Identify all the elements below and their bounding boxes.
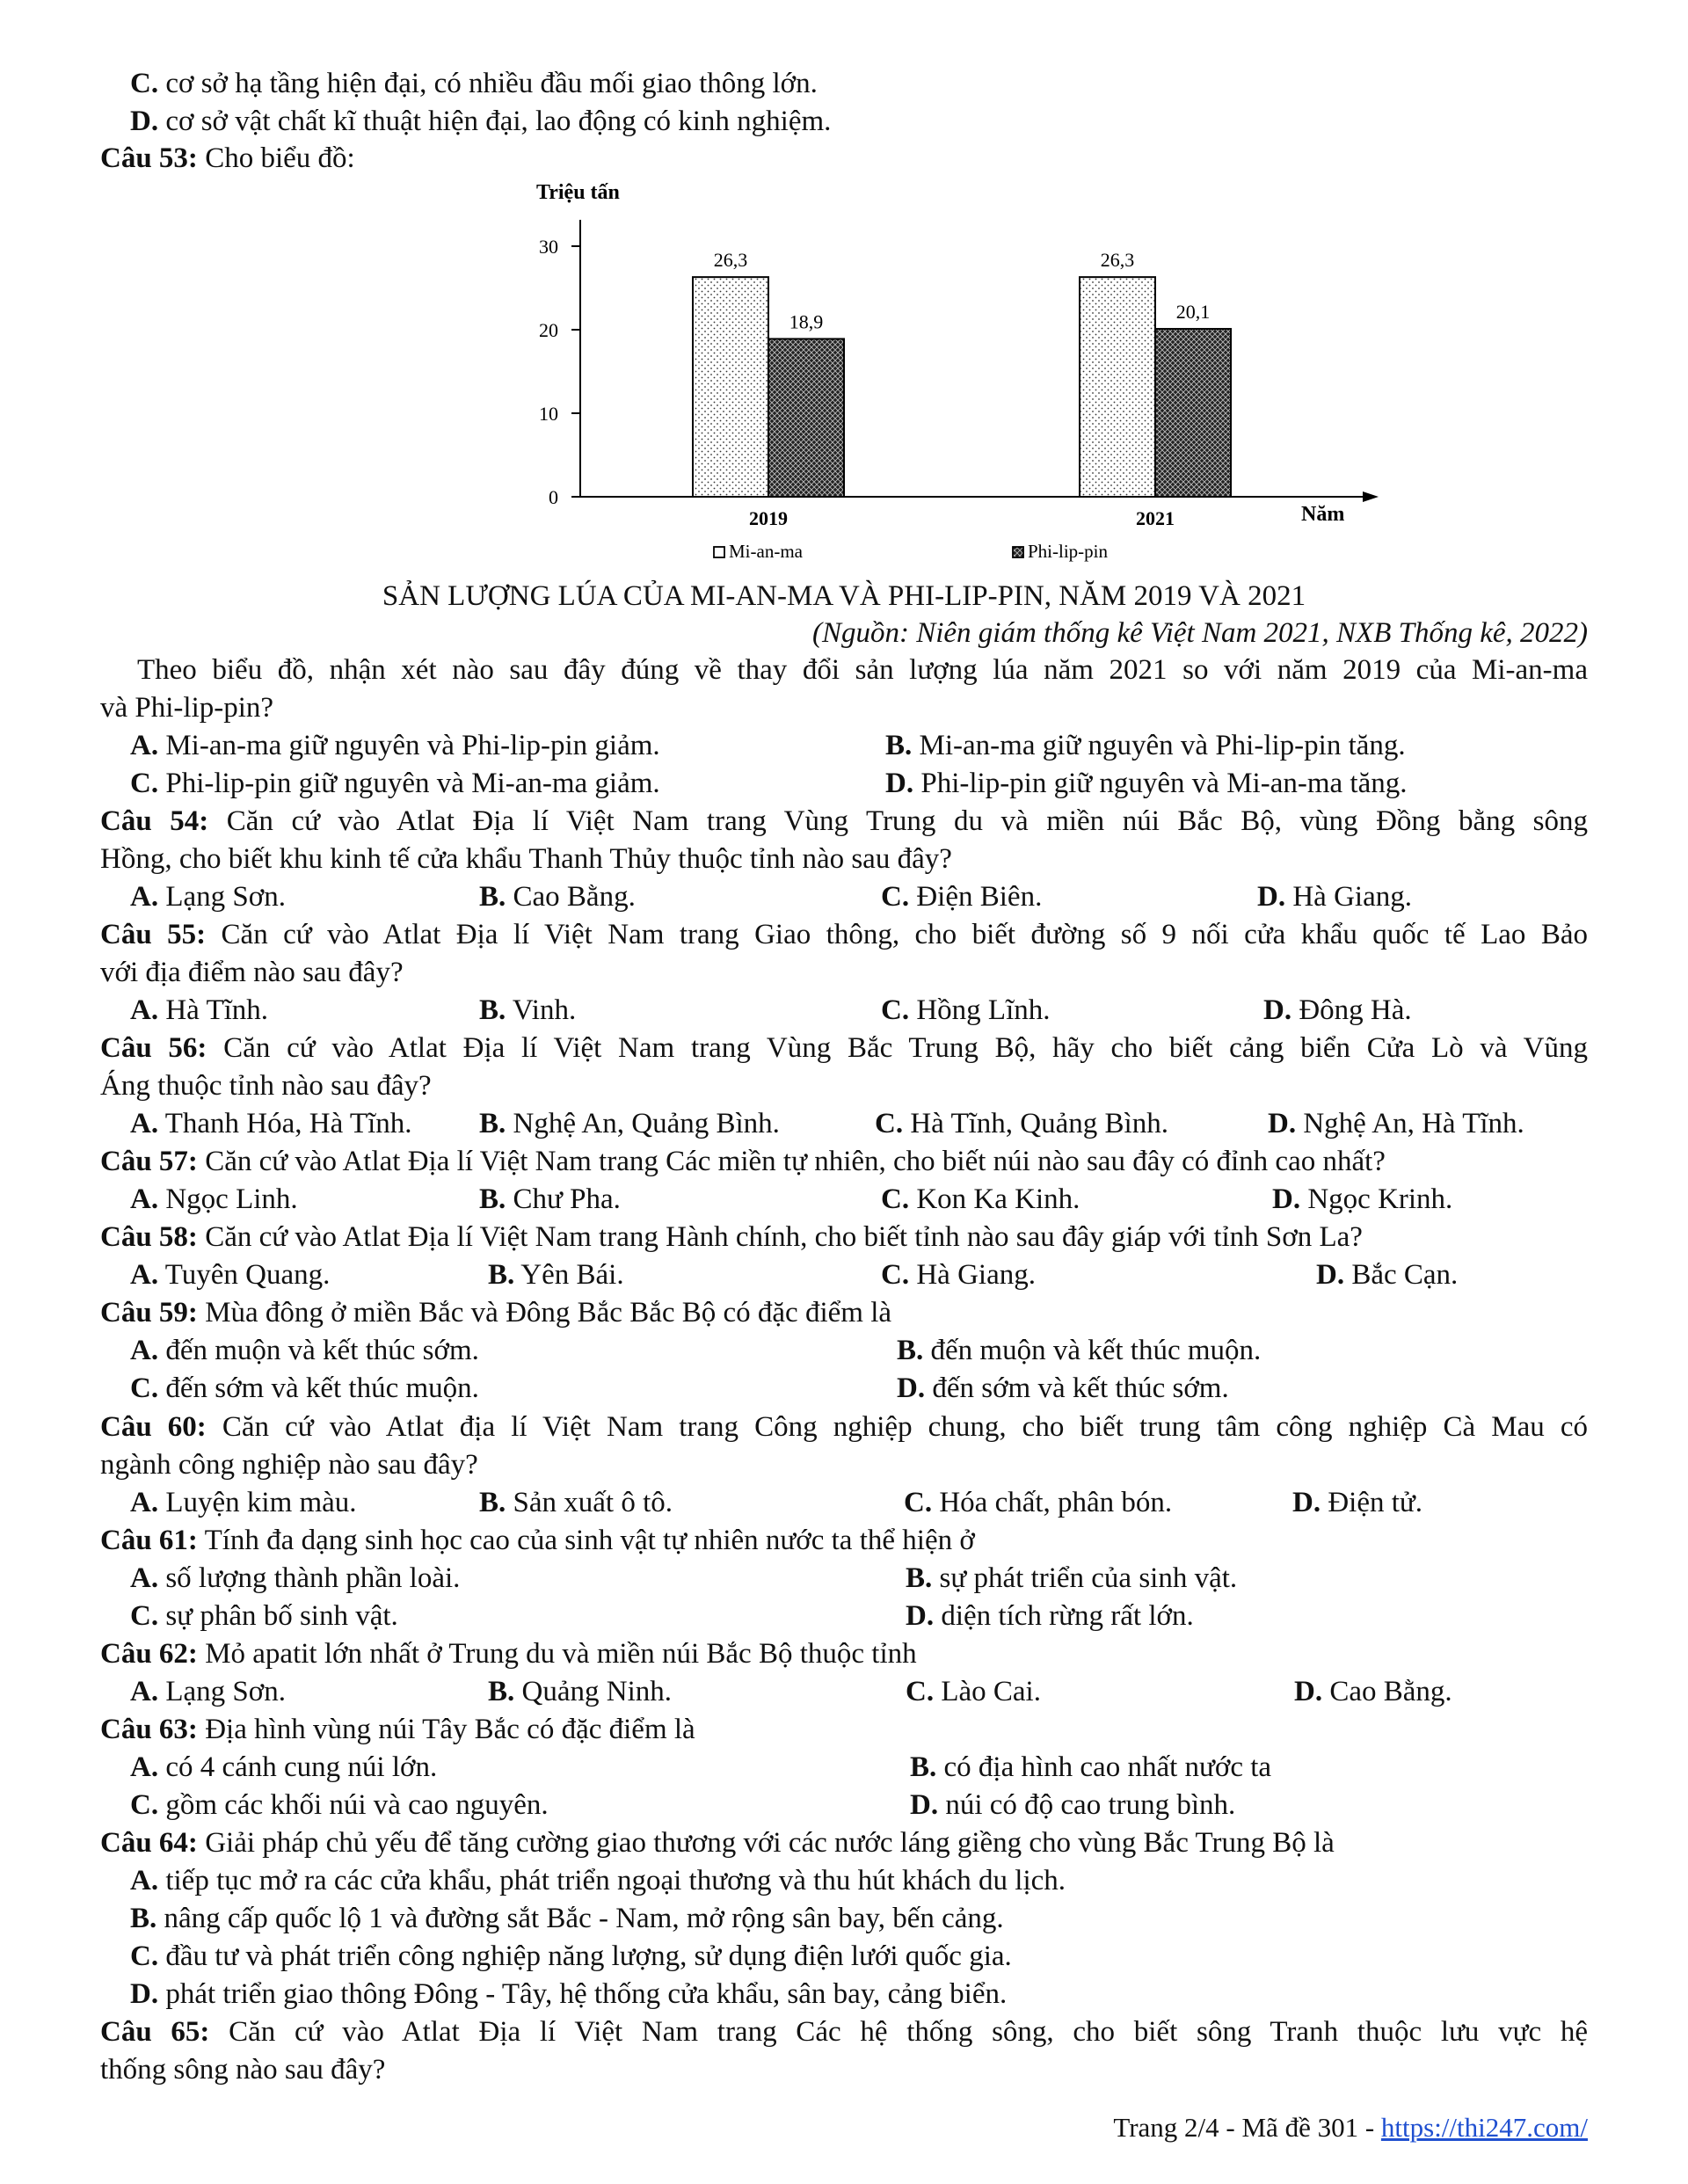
question-label: Câu 65: — [100, 2016, 210, 2048]
option-d — [906, 1598, 1194, 1634]
option-text: nâng cấp quốc lộ 1 và đường sắt Bắc - Nam, mở rộng sân bay, bến cảng. — [164, 1903, 1004, 1934]
option-b — [897, 1333, 1261, 1368]
option-letter: D. — [1257, 881, 1286, 913]
question-60-line1 — [100, 1409, 1588, 1445]
question-text: Căn cứ vào Atlat Địa lí Việt Nam trang Giao thông, cho biết đường số 9 nối cửa khẩu quốc tế Lao Bảo — [221, 919, 1588, 950]
option-letter: C. — [130, 1940, 159, 1972]
option-letter: B. — [479, 1487, 506, 1518]
question-58-line1 — [100, 1219, 1363, 1255]
option-text: Cao Bằng. — [513, 881, 636, 913]
option-text: Kon Ka Kinh. — [916, 1183, 1080, 1215]
bars — [693, 249, 1231, 529]
question-65-line2: thống sông nào sau đây? — [100, 2054, 386, 2086]
option-letter: C. — [881, 994, 910, 1026]
option-text: Cao Bằng. — [1329, 1676, 1452, 1707]
option-d — [1316, 1257, 1458, 1292]
question-text: Mỏ apatit lớn nhất ở Trung du và miền núi Bắc Bộ thuộc tỉnh — [205, 1638, 917, 1670]
option-letter: A. — [130, 1676, 159, 1707]
option-letter: C. — [881, 1259, 910, 1291]
option-letter: B. — [479, 1183, 506, 1215]
option-text: Phi-lip-pin giữ nguyên và Mi-an-ma giảm. — [165, 768, 660, 799]
option-text: Nghệ An, Quảng Bình. — [513, 1108, 780, 1139]
option-letter: D. — [130, 1978, 159, 2010]
option-b — [479, 993, 576, 1028]
option-letter: A. — [130, 1183, 159, 1215]
option-text: tiếp tục mở ra các cửa khẩu, phát triển ngoại thương và thu hút khách du lịch. — [165, 1865, 1066, 1896]
option-text: Hà Tĩnh, Quảng Bình. — [910, 1108, 1168, 1139]
option-b — [488, 1674, 672, 1709]
option-letter: D. — [1272, 1183, 1301, 1215]
bar-chart — [519, 176, 1380, 571]
question-text: Căn cứ vào Atlat Địa lí Việt Nam trang Các miền tự nhiên, cho biết núi nào sau đây có đỉnh cao nhất? — [205, 1146, 1386, 1177]
option-letter: A. — [130, 1487, 159, 1518]
option-text: Ngọc Linh. — [165, 1183, 298, 1215]
option-a — [130, 1863, 1066, 1898]
question-54-line1 — [100, 804, 1588, 839]
option-a — [130, 879, 286, 914]
option-b — [479, 1182, 621, 1217]
option-letter: C. — [881, 1183, 910, 1215]
option-letter: C. — [906, 1676, 935, 1707]
question-text: Cho biểu đồ: — [205, 142, 355, 174]
option-d — [897, 1371, 1229, 1406]
question-56-line1 — [100, 1030, 1588, 1066]
option-d — [1257, 879, 1412, 914]
question-60-line2: ngành công nghiệp nào sau đây? — [100, 1449, 478, 1481]
option-letter: B. — [910, 1751, 937, 1783]
question-label: Câu 59: — [100, 1297, 198, 1329]
option-text: Nghệ An, Hà Tĩnh. — [1303, 1108, 1524, 1139]
option-text: Yên Bái. — [520, 1259, 624, 1291]
option-d — [910, 1787, 1235, 1823]
y-tick-label: 0 — [549, 486, 558, 508]
legend-swatch — [1013, 547, 1023, 557]
q53-stem-line2: và Phi-lip-pin? — [100, 692, 274, 724]
y-axis-label: Triệu tấn — [536, 181, 620, 204]
option-letter: B. — [488, 1676, 515, 1707]
option-d — [1272, 1182, 1452, 1217]
option-text: số lượng thành phần loài. — [165, 1562, 461, 1594]
legend-label: Phi-lip-pin — [1028, 541, 1109, 562]
question-label: Câu 55: — [100, 919, 207, 950]
option-text: đến sớm và kết thúc sớm. — [932, 1372, 1229, 1404]
option-letter: A. — [130, 1108, 159, 1139]
option-text: Tuyên Quang. — [164, 1259, 331, 1291]
option-a — [130, 993, 268, 1028]
option-text: đến muộn và kết thúc muộn. — [930, 1335, 1262, 1366]
question-label: Câu 58: — [100, 1221, 198, 1253]
question-text: Căn cứ vào Atlat Địa lí Việt Nam trang Hành chính, cho biết tỉnh nào sau đây giáp với tỉnh Sơn La? — [205, 1221, 1363, 1253]
bar-phi-lip-pin-2021 — [1155, 329, 1231, 497]
option-text: Hà Giang. — [1292, 881, 1412, 913]
option-letter: D. — [906, 1600, 935, 1632]
option-a — [130, 1485, 357, 1520]
question-55-line2: với địa điểm nào sau đây? — [100, 957, 404, 988]
question-55-line1 — [100, 917, 1588, 952]
x-tick-label: 2021 — [1136, 507, 1175, 529]
question-59-line1 — [100, 1295, 891, 1330]
option-letter: B. — [906, 1562, 933, 1594]
page-footer — [1113, 2110, 1588, 2145]
option-letter: A. — [130, 1335, 159, 1366]
y-tick-label: 20 — [539, 319, 558, 341]
bar-phi-lip-pin-2019 — [768, 339, 844, 497]
y-tick-label: 30 — [539, 236, 558, 258]
question-text: Mùa đông ở miền Bắc và Đông Bắc Bắc Bộ có đặc điểm là — [205, 1297, 892, 1329]
option-a — [130, 1182, 298, 1217]
option-letter: C. — [130, 1789, 159, 1821]
option-letter: D. — [1263, 994, 1292, 1026]
option-letter: D. — [1316, 1259, 1345, 1291]
option-b — [479, 1485, 673, 1520]
option-text: Luyện kim màu. — [165, 1487, 357, 1518]
option-letter: A. — [130, 730, 159, 761]
option-letter: D. — [910, 1789, 939, 1821]
q53-option-d — [885, 766, 1407, 801]
option-text: Ngọc Krinh. — [1307, 1183, 1453, 1215]
option-letter: D. — [885, 768, 914, 799]
option-letter: A. — [130, 881, 159, 913]
q53-heading — [100, 141, 355, 176]
question-text: Địa hình vùng núi Tây Bắc có đặc điểm là — [205, 1714, 695, 1745]
option-text: Điện tử. — [1328, 1487, 1423, 1518]
option-text: phát triển giao thông Đông - Tây, hệ thống cửa khẩu, sân bay, cảng biển. — [165, 1978, 1008, 2010]
question-label: Câu 64: — [100, 1827, 198, 1859]
question-text: Giải pháp chủ yếu để tăng cường giao thương với các nước láng giềng cho vùng Bắc Trung Bộ là — [205, 1827, 1335, 1859]
bar-mi-an-ma-2021 — [1080, 277, 1155, 497]
q53-option-c — [130, 766, 660, 801]
question-54-line2: Hồng, cho biết khu kinh tế cửa khẩu Thanh Thủy thuộc tỉnh nào sau đây? — [100, 843, 952, 875]
question-text: Căn cứ vào Atlat địa lí Việt Nam trang Công nghiệp chung, cho biết trung tâm công nghiệp Cà Mau có — [222, 1411, 1589, 1443]
option-text: Mi-an-ma giữ nguyên và Phi-lip-pin giảm. — [165, 730, 660, 761]
option-letter: D. — [1292, 1487, 1321, 1518]
option-text: Hà Tĩnh. — [165, 994, 269, 1026]
option-letter: C. — [130, 768, 159, 799]
option-d — [1292, 1485, 1422, 1520]
option-c — [875, 1106, 1168, 1141]
option-text: có địa hình cao nhất nước ta — [943, 1751, 1272, 1783]
option-c — [130, 1939, 1012, 1974]
q53-option-b — [885, 728, 1406, 763]
option-text: Hóa chất, phân bón. — [939, 1487, 1173, 1518]
option-a — [130, 1674, 286, 1709]
option-text: có 4 cánh cung núi lớn. — [165, 1751, 438, 1783]
option-text: Phi-lip-pin giữ nguyên và Mi-an-ma tăng. — [920, 768, 1408, 799]
option-text: Đông Hà. — [1299, 994, 1412, 1026]
option-d — [1294, 1674, 1452, 1709]
option-text: Vinh. — [512, 994, 577, 1026]
option-a — [130, 1257, 330, 1292]
bar-mi-an-ma-2019 — [693, 277, 768, 497]
option-letter: D. — [130, 106, 159, 137]
data-label: 26,3 — [713, 249, 748, 272]
option-letter: C. — [881, 881, 910, 913]
question-57-line1 — [100, 1144, 1386, 1179]
option-letter: B. — [479, 1108, 506, 1139]
q53-option-a — [130, 728, 660, 763]
option-text: cơ sở vật chất kĩ thuật hiện đại, lao động có kinh nghiệm. — [165, 106, 832, 137]
option-text: Thanh Hóa, Hà Tĩnh. — [164, 1108, 412, 1139]
option-letter: A. — [130, 1751, 159, 1783]
option-text: sự phân bố sinh vật. — [165, 1600, 398, 1632]
x-axis-arrow — [1363, 491, 1379, 502]
option-b — [488, 1257, 624, 1292]
data-label: 26,3 — [1100, 249, 1135, 272]
x-axis-label: Năm — [1301, 503, 1345, 526]
y-tick-label: 10 — [539, 403, 558, 425]
option-c — [904, 1485, 1172, 1520]
question-text: Căn cứ vào Atlat Địa lí Việt Nam trang Các hệ thống sông, cho biết sông Tranh thuộc lưu vực hệ — [229, 2016, 1589, 2048]
option-a — [130, 1106, 412, 1141]
option-text: đến muộn và kết thúc sớm. — [165, 1335, 479, 1366]
footer-link[interactable]: https://thi247.com/ — [1380, 2112, 1588, 2143]
question-label: Câu 56: — [100, 1032, 207, 1064]
option-text: Bắc Cạn. — [1351, 1259, 1459, 1291]
option-c — [881, 879, 1042, 914]
option-letter: D. — [1294, 1676, 1323, 1707]
option-d — [1263, 993, 1412, 1028]
option-letter: A. — [130, 1865, 159, 1896]
option-text: Mi-an-ma giữ nguyên và Phi-lip-pin tăng. — [919, 730, 1406, 761]
option-c — [130, 1371, 479, 1406]
option-letter: B. — [897, 1335, 924, 1366]
option-text: đến sớm và kết thúc muộn. — [165, 1372, 479, 1404]
option-text: Hồng Lĩnh. — [916, 994, 1051, 1026]
chart-caption: SẢN LƯỢNG LÚA CỦA MI-AN-MA VÀ PHI-LIP-PIN, NĂM 2019 VÀ 2021 — [382, 580, 1306, 612]
option-c — [906, 1674, 1041, 1709]
option-b — [910, 1750, 1271, 1785]
option-letter: B. — [488, 1259, 515, 1291]
option-text: Sản xuất ô tô. — [513, 1487, 673, 1518]
question-63-line1 — [100, 1712, 695, 1747]
option-text: Quảng Ninh. — [521, 1676, 672, 1707]
option-letter: D. — [897, 1372, 926, 1404]
option-text: cơ sở hạ tầng hiện đại, có nhiều đầu mối giao thông lớn. — [165, 68, 818, 99]
option-letter: B. — [479, 994, 506, 1026]
option-c — [881, 1257, 1036, 1292]
option-d — [1268, 1106, 1524, 1141]
question-label: Câu 63: — [100, 1714, 198, 1745]
question-62-line1 — [100, 1636, 917, 1671]
legend — [714, 541, 1109, 562]
data-label: 20,1 — [1175, 301, 1211, 324]
option-b — [479, 1106, 780, 1141]
option-letter: C. — [130, 1372, 159, 1404]
option-text: Chư Pha. — [513, 1183, 621, 1215]
option-letter: A. — [130, 1562, 159, 1594]
option-letter: B. — [130, 1903, 157, 1934]
y-ticks — [539, 236, 580, 508]
option-text: gồm các khối núi và cao nguyên. — [165, 1789, 549, 1821]
question-label: Câu 61: — [100, 1525, 198, 1556]
option-b — [130, 1901, 1004, 1936]
chart-source: (Nguồn: Niên giám thống kê Việt Nam 2021, NXB Thống kê, 2022) — [811, 617, 1588, 649]
option-c-prev — [130, 66, 818, 101]
option-letter: C. — [875, 1108, 904, 1139]
question-61-line1 — [100, 1523, 975, 1558]
question-label: Câu 54: — [100, 805, 209, 837]
option-text: Lạng Sơn. — [165, 1676, 286, 1707]
option-text: đầu tư và phát triển công nghiệp năng lượng, sử dụng điện lưới quốc gia. — [165, 1940, 1012, 1972]
option-a — [130, 1750, 437, 1785]
question-label: Câu 60: — [100, 1411, 207, 1443]
option-letter: A. — [130, 1259, 159, 1291]
option-text: Lạng Sơn. — [165, 881, 286, 913]
question-text: Căn cứ vào Atlat Địa lí Việt Nam trang Vùng Trung du và miền núi Bắc Bộ, vùng Đồng bằng sông — [226, 805, 1588, 837]
question-label: Câu 53: — [100, 142, 198, 174]
option-c — [881, 993, 1051, 1028]
question-label: Câu 62: — [100, 1638, 198, 1670]
footer-text: Trang 2/4 - Mã đề 301 - — [1113, 2112, 1381, 2143]
option-d — [130, 1977, 1007, 2012]
option-letter: C. — [130, 68, 159, 99]
option-text: Lào Cai. — [941, 1676, 1041, 1707]
question-64-line1 — [100, 1825, 1335, 1860]
option-text: núi có độ cao trung bình. — [945, 1789, 1236, 1821]
option-c — [130, 1787, 549, 1823]
q53-stem-line1: Theo biểu đồ, nhận xét nào sau đây đúng về thay đổi sản lượng lúa năm 2021 so với năm 2019 của Mi-an-ma — [137, 654, 1588, 686]
question-text: Căn cứ vào Atlat Địa lí Việt Nam trang Vùng Bắc Trung Bộ, hãy cho biết cảng biển Cửa Lò và Vũng — [223, 1032, 1589, 1064]
option-letter: D. — [1268, 1108, 1297, 1139]
option-text: diện tích rừng rất lớn. — [941, 1600, 1194, 1632]
option-letter: B. — [885, 730, 913, 761]
option-a — [130, 1333, 479, 1368]
question-65-line1 — [100, 2014, 1588, 2049]
option-text: Hà Giang. — [916, 1259, 1036, 1291]
legend-label: Mi-an-ma — [729, 541, 803, 562]
option-letter: B. — [479, 881, 506, 913]
legend-swatch — [714, 547, 724, 557]
option-d-prev — [130, 104, 831, 139]
option-letter: C. — [904, 1487, 933, 1518]
option-b — [906, 1561, 1237, 1596]
option-text: sự phát triển của sinh vật. — [939, 1562, 1238, 1594]
option-letter: C. — [130, 1600, 159, 1632]
option-c — [881, 1182, 1080, 1217]
option-text: Điện Biên. — [916, 881, 1043, 913]
option-c — [130, 1598, 398, 1634]
data-label: 18,9 — [789, 310, 824, 333]
x-tick-label: 2019 — [749, 507, 788, 529]
question-56-line2: Áng thuộc tỉnh nào sau đây? — [100, 1070, 432, 1102]
question-label: Câu 57: — [100, 1146, 198, 1177]
option-letter: A. — [130, 994, 159, 1026]
question-text: Tính đa dạng sinh học cao của sinh vật tự nhiên nước ta thể hiện ở — [204, 1525, 975, 1556]
option-b — [479, 879, 636, 914]
option-a — [130, 1561, 460, 1596]
